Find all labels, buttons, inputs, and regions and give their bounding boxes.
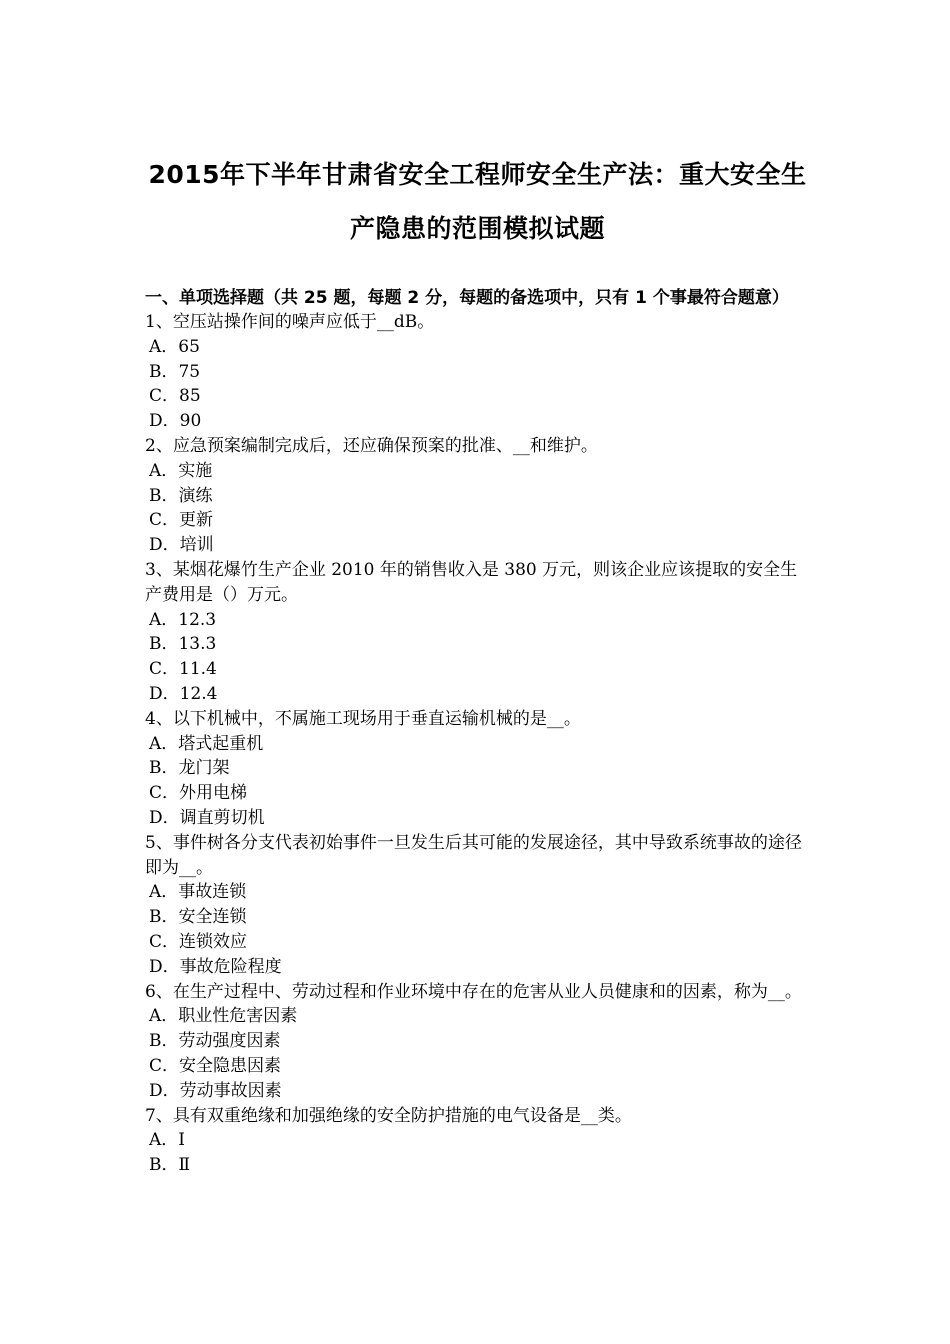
- option-a: A．12.3: [149, 609, 217, 630]
- question-block: [145, 558, 810, 707]
- question-text: 5、事件树各分支代表初始事件一旦发生后其可能的发展途径，其中导致系统事故的途径即为__。: [145, 832, 802, 878]
- title-line-2: 产隐患的范围模拟试题: [349, 214, 605, 243]
- option-a: A．65: [149, 336, 200, 357]
- question-text: 1、空压站操作间的噪声应低于__dB。: [145, 312, 435, 332]
- option-a: A．事故连锁: [149, 882, 247, 903]
- option-c: C．安全隐患因素: [149, 1055, 282, 1076]
- option-d: D．劳动事故因素: [149, 1080, 282, 1101]
- option-d: D．90: [149, 411, 202, 432]
- option-c: C．85: [149, 386, 201, 407]
- option-b: B．演练: [149, 485, 213, 506]
- option-b: B．13.3: [149, 634, 217, 655]
- option-b: B．劳动强度因素: [149, 1031, 281, 1052]
- question-text: 4、以下机械中，不属施工现场用于垂直运输机械的是__。: [145, 708, 581, 729]
- question-block: [145, 434, 810, 558]
- option-b: B．75: [149, 361, 201, 382]
- option-a: A．Ⅰ: [149, 1130, 185, 1151]
- option-a: A．实施: [149, 460, 213, 481]
- option-c: C．11.4: [149, 659, 217, 680]
- question-block: [145, 707, 810, 831]
- question-text: 6、在生产过程中、劳动过程和作业环境中存在的危害从业人员健康和的因素，称为__。: [145, 981, 802, 1002]
- option-c: C．外用电梯: [149, 783, 248, 804]
- option-a: A．职业性危害因素: [149, 1006, 298, 1027]
- question-text: 7、具有双重绝缘和加强绝缘的安全防护措施的电气设备是__类。: [145, 1105, 632, 1126]
- option-d: D．培训: [149, 535, 214, 556]
- option-b: B．安全连锁: [149, 907, 247, 928]
- question-block: [145, 980, 810, 1104]
- option-b: B．Ⅱ: [149, 1155, 191, 1176]
- question-text: 3、某烟花爆竹生产企业 2010 年的销售收入是 380 万元，则该企业应该提取的安全生产费用是（）万元。: [145, 559, 798, 605]
- option-b: B．龙门架: [149, 758, 230, 779]
- title-line-1: 2015年下半年甘肃省安全工程师安全生产法：重大安全生: [148, 160, 807, 189]
- section-heading: 一、单项选择题（共 25 题，每题 2 分，每题的备选项中，只有 1 个事最符合题意）: [145, 288, 789, 308]
- question-text: 2、应急预案编制完成后，还应确保预案的批准、__和维护。: [145, 435, 598, 456]
- option-d: D．12.4: [149, 683, 218, 704]
- document-title: [145, 148, 810, 256]
- option-a: A．塔式起重机: [149, 733, 264, 754]
- option-c: C．连锁效应: [149, 931, 248, 952]
- option-c: C．更新: [149, 510, 214, 531]
- document-page: [145, 148, 810, 1178]
- question-block: [145, 310, 810, 434]
- question-block: [145, 1104, 810, 1178]
- question-list: [145, 310, 810, 1178]
- option-d: D．事故危险程度: [149, 956, 282, 977]
- question-block: [145, 831, 810, 980]
- option-d: D．调直剪切机: [149, 807, 265, 828]
